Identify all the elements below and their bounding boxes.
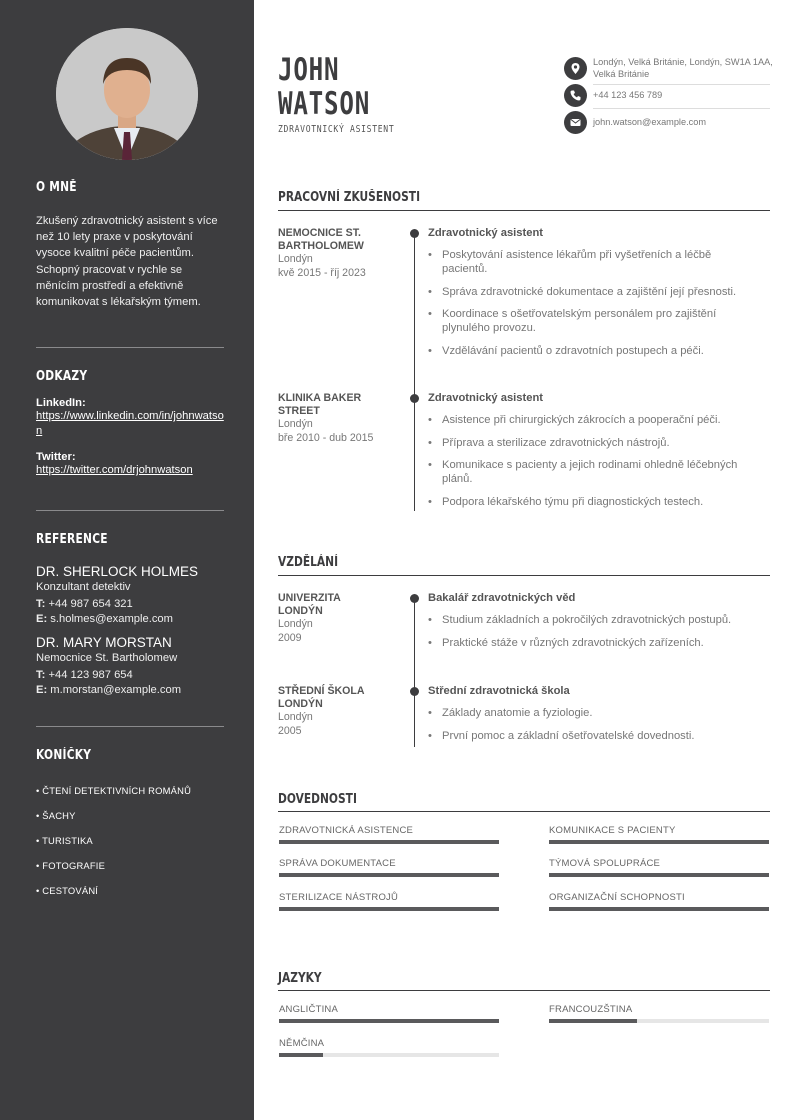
sidebar-divider — [36, 510, 224, 511]
section-rule — [278, 210, 770, 211]
graduation-year: 2005 — [278, 724, 302, 737]
twitter-label: Twitter: — [36, 451, 76, 463]
language-bar-fill — [279, 1019, 499, 1023]
hobby-item: • CESTOVÁNÍ — [36, 885, 99, 896]
skill-bar-fill — [549, 873, 769, 877]
skill-item — [549, 825, 769, 844]
linkedin-label: LinkedIn: — [36, 397, 86, 409]
experience-heading: PRACOVNÍ ZKUŠENOSTI — [278, 190, 421, 205]
skills-heading: DOVEDNOSTI — [278, 792, 357, 807]
list-item: • Správa zdravotnické dokumentace a zajištění její přesnosti. — [428, 285, 758, 299]
reference-phone: T: +44 123 987 654 — [36, 669, 133, 681]
employment-dates: kvě 2015 - říj 2023 — [278, 266, 366, 279]
position-title: Zdravotnický asistent — [428, 392, 544, 404]
profile-photo — [56, 28, 198, 160]
education-timeline — [414, 599, 415, 747]
linkedin-link[interactable]: https://www.linkedin.com/in/johnwatson — [36, 410, 224, 437]
skill-bar-fill — [279, 907, 499, 911]
experience-timeline — [414, 234, 415, 511]
hobby-item: • ČTENÍ DETEKTIVNÍCH ROMÁNŮ — [36, 785, 192, 796]
section-rule — [278, 811, 770, 812]
section-rule — [278, 575, 770, 576]
list-item: • Poskytování asistence lékařům při vyšetřeních a léčbě pacientů. — [428, 248, 758, 276]
phone-text: +44 123 456 789 — [593, 90, 663, 100]
sidebar-divider — [36, 347, 224, 348]
skill-bar — [549, 840, 769, 844]
language-item — [549, 1004, 769, 1023]
skill-item — [549, 858, 769, 877]
twitter-link[interactable]: https://twitter.com/drjohnwatson — [36, 464, 193, 476]
last-name: WATSON — [278, 86, 371, 122]
reference-name: DR. MARY MORSTAN — [36, 635, 172, 650]
school-location: Londýn — [278, 618, 313, 630]
reference-email: E: m.morstan@example.com — [36, 684, 182, 696]
links-section — [36, 369, 224, 478]
timeline-dot — [410, 394, 419, 403]
email-text[interactable]: john.watson@example.com — [593, 117, 706, 127]
school-location: Londýn — [278, 711, 313, 723]
timeline-dot — [410, 594, 419, 603]
employer-name: NEMOCNICE ST. BARTHOLOMEW Londýn kvě 2015 - říj 2023 — [278, 227, 388, 280]
skill-label: ORGANIZAČNÍ SCHOPNOSTI — [549, 892, 685, 903]
duties-list — [428, 413, 758, 517]
envelope-icon — [564, 111, 587, 134]
skill-label: STERILIZACE NÁSTROJŮ — [279, 892, 399, 903]
phone-icon — [564, 84, 587, 107]
reference-name: DR. SHERLOCK HOLMES — [36, 564, 199, 579]
list-item: • Základy anatomie a fyziologie. — [428, 706, 758, 720]
language-bar — [549, 1019, 769, 1023]
skill-label: ZDRAVOTNICKÁ ASISTENCE — [279, 825, 414, 836]
list-item: • Komunikace s pacienty a jejich rodinami ohledně léčebných plánů. — [428, 458, 758, 486]
timeline-dot — [410, 229, 419, 238]
address-text: Londýn, Velká Británie, Londýn, SW1A 1AA, Velká Británie — [593, 57, 773, 79]
links-heading: ODKAZY — [36, 369, 88, 384]
contact-divider — [593, 84, 770, 85]
skill-bar — [549, 907, 769, 911]
location-pin-icon — [564, 57, 587, 80]
graduation-year: 2009 — [278, 631, 302, 644]
skill-bar — [279, 873, 499, 877]
about-body — [36, 213, 224, 310]
employer-location: Londýn — [278, 253, 313, 265]
about-text: Zkušený zdravotnický asistent s více než 10 lety praxe v poskytování vysoce kvalitní péče pacientům. Schopný pracovat v rychle se měnícím prostředí a efektivně komunikovat s lékařským týmem. — [36, 215, 218, 309]
hobby-item: • FOTOGRAFIE — [36, 860, 106, 871]
language-item — [279, 1038, 499, 1057]
language-label: NĚMČINA — [279, 1038, 325, 1049]
school-name: STŘEDNÍ ŠKOLA LONDÝN Londýn 2005 — [278, 685, 388, 738]
language-bar-fill — [279, 1053, 323, 1057]
skill-item — [279, 892, 499, 911]
skill-bar-fill — [549, 907, 769, 911]
sidebar-divider — [36, 726, 224, 727]
position-title: Zdravotnický asistent — [428, 227, 544, 239]
skill-bar — [279, 840, 499, 844]
list-item: • Asistence při chirurgických zákrocích a pooperační péči. — [428, 413, 758, 427]
list-item: • Podpora lékařského týmu při diagnostických testech. — [428, 495, 758, 509]
skill-item — [549, 892, 769, 911]
job-title: ZDRAVOTNICKÝ ASISTENT — [278, 124, 395, 135]
hobbies-section — [36, 748, 224, 910]
reference-email: E: s.holmes@example.com — [36, 613, 173, 625]
employer-location: Londýn — [278, 418, 313, 430]
hobbies-heading: KONÍČKY — [36, 748, 92, 763]
school-name: UNIVERZITA LONDÝN Londýn 2009 — [278, 592, 388, 645]
list-item: • Praktické stáže v různých zdravotnických zařízeních. — [428, 636, 758, 650]
first-name: JOHN — [278, 52, 340, 88]
hobby-item: • ŠACHY — [36, 810, 76, 821]
skill-bar-fill — [549, 840, 769, 844]
list-item: • Koordinace s ošetřovatelským personálem pro zajištění plynulého provozu. — [428, 307, 758, 335]
skill-item — [279, 825, 499, 844]
language-bar — [279, 1053, 499, 1057]
references-heading: REFERENCE — [36, 532, 108, 547]
reference-role: Nemocnice St. Bartholomew — [36, 652, 178, 664]
skill-label: KOMUNIKACE S PACIENTY — [549, 825, 676, 836]
employment-dates: bře 2010 - dub 2015 — [278, 431, 374, 444]
study-list — [428, 706, 758, 751]
about-section — [36, 180, 224, 195]
duties-list — [428, 248, 758, 366]
list-item: • Studium základních a pokročilých zdravotnických postupů. — [428, 613, 758, 627]
section-rule — [278, 990, 770, 991]
skill-bar — [549, 873, 769, 877]
skill-label: SPRÁVA DOKUMENTACE — [279, 858, 396, 869]
skill-bar-fill — [279, 840, 499, 844]
reference-phone: T: +44 987 654 321 — [36, 598, 133, 610]
list-item: • Vzdělávání pacientů o zdravotních postupech a péči. — [428, 344, 758, 358]
study-list — [428, 613, 758, 658]
language-label: FRANCOUZŠTINA — [549, 1004, 633, 1015]
references-section — [36, 532, 224, 696]
degree-title: Bakalář zdravotnických věd — [428, 592, 576, 604]
skill-label: TÝMOVÁ SPOLUPRÁCE — [549, 858, 661, 869]
about-heading: O MNĚ — [36, 180, 77, 195]
sidebar — [0, 0, 254, 1120]
languages-heading: JAZYKY — [278, 971, 322, 986]
hobby-item: • TURISTIKA — [36, 835, 93, 846]
contact-divider — [593, 108, 770, 109]
language-label: ANGLIČTINA — [279, 1004, 339, 1015]
list-item: • Příprava a sterilizace zdravotnických nástrojů. — [428, 436, 758, 450]
language-item — [279, 1004, 499, 1023]
language-bar-fill — [549, 1019, 637, 1023]
skill-bar-fill — [279, 873, 499, 877]
language-bar — [279, 1019, 499, 1023]
degree-title: Střední zdravotnická škola — [428, 685, 570, 697]
employer-name: KLINIKA BAKER STREET Londýn bře 2010 - dub 2015 — [278, 392, 388, 445]
education-heading: VZDĚLÁNÍ — [278, 555, 339, 570]
reference-role: Konzultant detektiv — [36, 581, 131, 593]
skill-item — [279, 858, 499, 877]
skill-bar — [279, 907, 499, 911]
list-item: • První pomoc a základní ošetřovatelské dovednosti. — [428, 729, 758, 743]
timeline-dot — [410, 687, 419, 696]
